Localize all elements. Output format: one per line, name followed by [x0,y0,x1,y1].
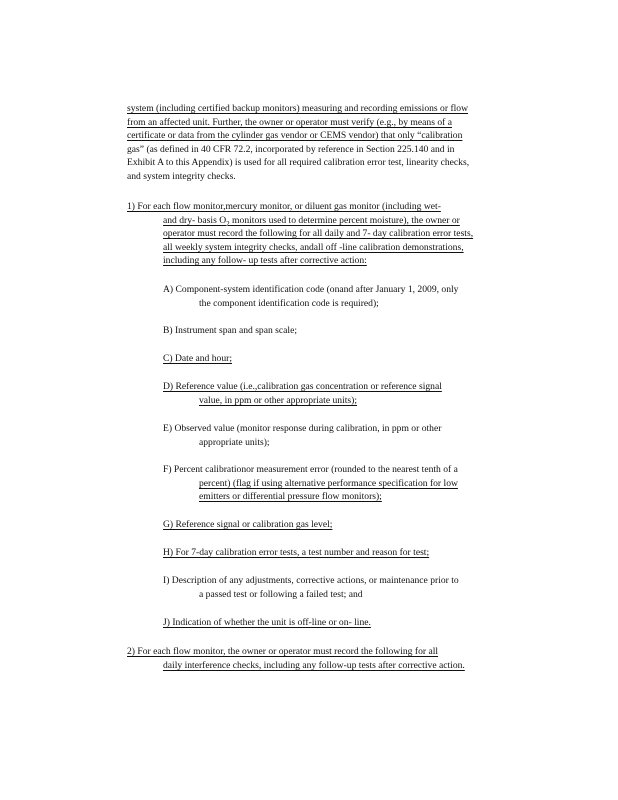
item1-line: all weekly system integrity checks, andall off -line calibration demonstrations, [163,241,464,253]
subitem-a: A) Component-system identification code (onand after January 1, 2009, only the component identification code is required); [163,284,459,309]
subitem-i: I) Description of any adjustments, corrective actions, or maintenance prior to a passed test or following a failed test; and [163,575,459,600]
intro-line: system (including certified backup monitors) measuring and recording emissions or flow [127,103,469,114]
intro-line: gas” (as defined in 40 CFR 72.2, incorporated by reference in Section 225.140 and in [127,143,455,155]
intro-line: certificate or data from the cylinder gas vendor or CEMS vendor) that only “calibration [127,130,463,142]
item1-line: operator must record the following for all daily and 7- day calibration error tests, [163,228,474,240]
intro-line: Exhibit A to this Appendix) is used for all required calibration error test, linearity checks, [127,157,470,169]
list-item-1 [127,200,555,268]
list-item-2 [127,645,555,672]
item1-line: and dry- basis $O_2$ monitors used to determine percent moisture), the owner or [163,214,460,228]
subitem-g: G) Reference signal or calibration gas level; [163,519,333,530]
intro-line: from an affected unit. Further, the owner or operator must verify (e.g., by means of a [127,116,452,128]
subitem-d: D) Reference value (i.e.,calibration gas concentration or reference signal value, in ppm or other appropriate units); [163,381,442,406]
subitem-b: B) Instrument span and span scale; [163,325,298,336]
item2-line: 2) For each flow monitor, the owner or operator must record the following for all [127,646,439,657]
subitem-c: C) Date and hour; [163,353,233,364]
item2-line: daily interference checks, including any follow-up tests after corrective action. [163,659,465,671]
item1-line: including any follow- up tests after corrective action: [163,255,367,267]
subitem-f: F) Percent calibrationor measurement error (rounded to the nearest tenth of a percent) (flag if using alternative performance specification for low emitters or differential pressure flow monitors); [163,464,458,503]
intro-paragraph [127,102,553,184]
subitem-e: E) Observed value (monitor response during calibration, in ppm or other appropriate units); [163,423,442,448]
intro-line: and system integrity checks. [127,170,236,182]
item1-line: 1) For each flow monitor,mercury monitor, or diluent gas monitor (including wet- [127,201,441,212]
subitem-j: J) Indication of whether the unit is off-line or on- line. [163,617,371,628]
subitem-h: H) For 7-day calibration error tests, a test number and reason for test; [163,547,430,558]
